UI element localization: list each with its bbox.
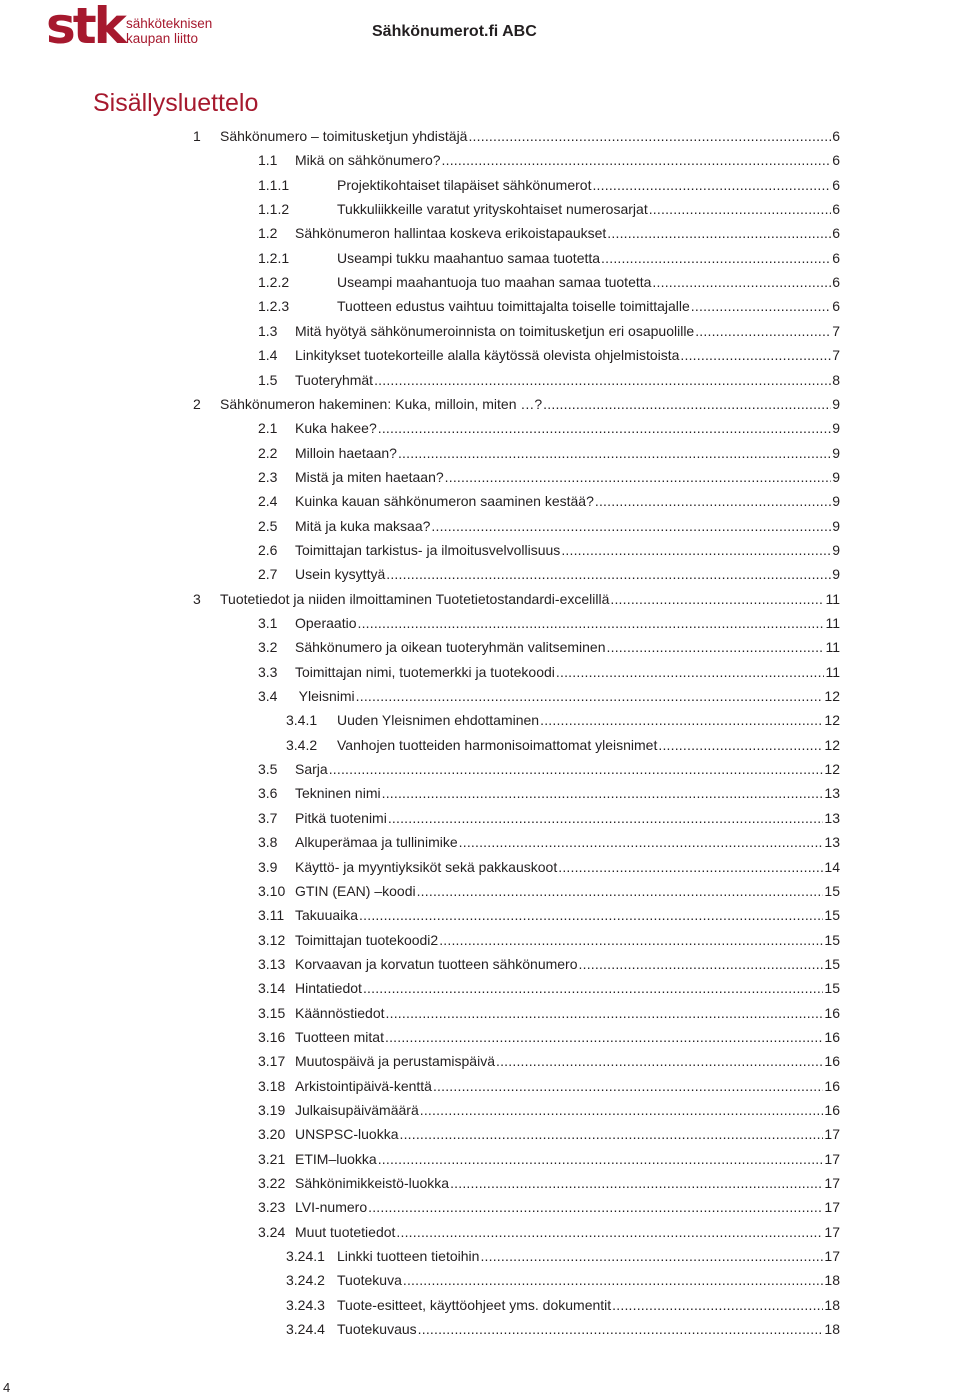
toc-entry-number: 1.2.1 xyxy=(258,249,290,266)
toc-entry-page: 12 xyxy=(824,761,840,778)
toc-entry[interactable] xyxy=(258,370,840,390)
toc-entry[interactable] xyxy=(258,930,840,950)
toc-entry-page: 17 xyxy=(824,1223,840,1240)
toc-entry-number: 3.24 xyxy=(258,1223,286,1240)
toc-entry-title: Useampi maahantuoja tuo maahan samaa tuotetta xyxy=(337,274,652,291)
toc-entry[interactable] xyxy=(286,1246,840,1266)
toc-entry-page: 15 xyxy=(824,907,840,924)
toc-entry-title: Kuinka kauan sähkönumeron saaminen kestää? xyxy=(295,493,594,510)
dot-leader xyxy=(420,1100,824,1120)
dot-leader xyxy=(601,248,831,268)
toc-entry-title: Sähkönimikkeistö-luokka xyxy=(295,1175,450,1192)
toc-entry[interactable] xyxy=(286,735,840,755)
toc-entry-page: 16 xyxy=(824,1053,840,1070)
toc-entry-page: 15 xyxy=(824,882,840,899)
toc-entry-title: Muutospäivä ja perustamispäivä xyxy=(295,1053,495,1070)
toc-entry[interactable] xyxy=(286,1270,840,1290)
dot-leader xyxy=(399,1124,823,1144)
toc-entry[interactable] xyxy=(258,150,840,170)
toc-entry-number: 1.2.3 xyxy=(258,298,290,315)
toc-entry-title: Tekninen nimi xyxy=(295,785,381,802)
toc-entry[interactable] xyxy=(258,296,840,316)
dot-leader xyxy=(658,735,823,755)
dot-leader xyxy=(680,345,831,365)
toc-entry-number: 3.16 xyxy=(258,1028,286,1045)
toc-entry-title: UNSPSC-luokka xyxy=(295,1126,399,1143)
dot-leader xyxy=(607,637,825,657)
toc-entry-title: Tuotteen edustus vaihtuu toimittajalta toiselle toimittajalle xyxy=(337,298,690,315)
toc-entry-number: 3.13 xyxy=(258,955,286,972)
toc-entry-number: 1.1 xyxy=(258,152,278,169)
dot-leader xyxy=(386,1003,824,1023)
dot-leader xyxy=(442,150,832,170)
toc-entry-number: 3.21 xyxy=(258,1150,286,1167)
toc-entry-page: 6 xyxy=(832,176,840,193)
toc-entry-title: Uuden Yleisnimen ehdottaminen xyxy=(337,712,540,729)
toc-entry-title: Julkaisupäivämäärä xyxy=(295,1102,419,1118)
toc-entry-number: 3.4.2 xyxy=(286,736,318,753)
dot-leader xyxy=(595,491,831,511)
toc-entry-number: 1.5 xyxy=(258,371,278,388)
toc-entry[interactable] xyxy=(258,1222,840,1242)
dot-leader xyxy=(439,930,823,950)
toc-entry-title: Linkki tuotteen tietoihin xyxy=(337,1248,480,1265)
toc-entry-title: Milloin haetaan? xyxy=(295,444,397,461)
toc-entry-page: 18 xyxy=(824,1272,840,1289)
document-title: Sähkönumerot.fi ABC xyxy=(372,23,537,40)
dot-leader xyxy=(561,540,831,560)
toc-entry[interactable] xyxy=(258,248,840,268)
toc-entry-page: 7 xyxy=(832,322,840,339)
toc-entry-number: 3.12 xyxy=(258,931,286,948)
toc-entry-number: 1.2 xyxy=(258,225,278,242)
toc-entry[interactable] xyxy=(258,564,840,584)
toc-entry-title: Sähkönumero ja oikean tuoteryhmän valitseminen xyxy=(295,639,606,656)
toc-entry[interactable] xyxy=(286,710,840,730)
dot-leader xyxy=(459,832,824,852)
page-title: Sisällysluettelo xyxy=(93,89,259,117)
logo-line-2: kaupan liitto xyxy=(126,31,199,46)
dot-leader xyxy=(396,1222,823,1242)
toc-entry[interactable] xyxy=(258,1197,840,1217)
toc-entry-title: Tuote-esitteet, käyttöohjeet yms. dokumentit xyxy=(337,1296,612,1313)
dot-leader xyxy=(403,1270,824,1290)
toc-entry-title: Käyttö- ja myyntiyksiköt sekä pakkauskoot xyxy=(295,858,558,875)
toc-entry-page: 11 xyxy=(825,663,840,680)
toc-entry[interactable] xyxy=(258,637,840,657)
toc-entry-title: Sähkönumeron hakeminen: Kuka, milloin, miten …? xyxy=(220,395,543,412)
toc-entry[interactable] xyxy=(258,832,840,852)
toc-entry[interactable] xyxy=(258,1149,840,1169)
dot-leader xyxy=(579,954,824,974)
toc-entry-title: Sarja xyxy=(295,761,328,778)
logo-mark: stk xyxy=(46,0,124,55)
toc-entry[interactable] xyxy=(258,808,840,828)
dot-leader xyxy=(652,272,831,292)
toc-entry-page: 15 xyxy=(824,955,840,972)
toc-entry-number: 3.11 xyxy=(258,907,285,924)
dot-leader xyxy=(433,1076,823,1096)
toc-entry-number: 2.1 xyxy=(258,420,278,437)
toc-entry[interactable] xyxy=(258,467,840,487)
toc-entry-number: 3.5 xyxy=(258,761,278,778)
logo-line-1: sähköteknisen xyxy=(126,16,213,31)
toc-entry-title: Alkuperämaa ja tullinimike xyxy=(295,834,458,851)
dot-leader xyxy=(445,467,832,487)
toc-entry-number: 3.4 xyxy=(258,688,278,705)
toc-entry-number: 3.9 xyxy=(258,858,278,875)
toc-entry-number: 1.4 xyxy=(258,347,278,364)
toc-entry-title: Käännöstiedot xyxy=(295,1004,385,1021)
toc-entry-number: 3.23 xyxy=(258,1199,286,1216)
toc-entry-page: 13 xyxy=(824,809,840,826)
toc-entry-number: 3.8 xyxy=(258,834,278,851)
dot-leader xyxy=(468,126,831,146)
toc-entry-page: 9 xyxy=(832,541,840,558)
toc-entry[interactable] xyxy=(258,686,840,706)
toc-entry-page: 13 xyxy=(824,834,840,851)
toc-entry-title: Takuuaika xyxy=(295,907,359,924)
toc-entry[interactable] xyxy=(258,175,840,195)
dot-leader xyxy=(612,1295,823,1315)
toc-entry-title: Projektikohtaiset tilapäiset sähkönumerot xyxy=(337,176,592,193)
toc-entry[interactable] xyxy=(258,1173,840,1193)
dot-leader xyxy=(417,881,824,901)
toc-entry-number: 1.1.2 xyxy=(258,201,290,218)
toc-entry-number: 3.10 xyxy=(258,882,286,899)
toc-entry-title: Mistä ja miten haetaan? xyxy=(295,468,444,485)
toc-entry-number: 2.7 xyxy=(258,566,278,583)
toc-entry-title: GTIN (EAN) –koodi xyxy=(295,882,416,899)
toc-entry-page: 17 xyxy=(824,1175,840,1192)
dot-leader xyxy=(496,1051,823,1071)
toc-entry[interactable] xyxy=(258,881,840,901)
toc-entry-page: 18 xyxy=(824,1296,840,1313)
dot-leader xyxy=(388,808,824,828)
toc-entry-page: 14 xyxy=(824,858,840,875)
toc-entry[interactable] xyxy=(286,1319,840,1339)
toc-entry-title: Tuotetiedot ja niiden ilmoittaminen Tuotetietostandardi-excelillä xyxy=(220,590,610,607)
toc-entry[interactable] xyxy=(258,540,840,560)
toc-entry-page: 17 xyxy=(824,1199,840,1216)
toc-entry-number: 3.2 xyxy=(258,639,278,656)
toc-entry[interactable] xyxy=(258,857,840,877)
toc-entry-title: Pitkä tuotenimi xyxy=(295,809,387,826)
toc-entry-number: 3.19 xyxy=(258,1102,286,1118)
toc-entry[interactable] xyxy=(258,662,840,682)
logo-text xyxy=(126,16,212,46)
toc-entry[interactable] xyxy=(258,272,840,292)
toc-entry-title: Sähkönumero – toimitusketjun yhdistäjä xyxy=(220,128,468,144)
toc-entry[interactable] xyxy=(193,589,840,609)
toc-entry-title: Arkistointipäivä-kenttä xyxy=(295,1077,432,1094)
toc-entry-title: Muut tuotetiedot xyxy=(295,1223,396,1240)
dot-leader xyxy=(385,1027,823,1047)
dot-leader xyxy=(610,589,824,609)
dot-leader xyxy=(418,1319,824,1339)
toc-entry-number: 3.7 xyxy=(258,809,278,826)
toc-entry-number: 3.24.1 xyxy=(286,1248,325,1265)
dot-leader xyxy=(543,394,831,414)
toc-entry-number: 1.1.1 xyxy=(258,176,290,193)
dot-leader xyxy=(363,978,823,998)
toc-entry-title: Hintatiedot xyxy=(295,980,362,997)
toc-entry[interactable] xyxy=(193,394,840,414)
toc-entry-title: Operaatio xyxy=(295,615,357,631)
toc-entry[interactable] xyxy=(258,345,840,365)
toc-entry-page: 15 xyxy=(824,931,840,948)
toc-entry-title: ETIM–luokka xyxy=(295,1150,377,1167)
dot-leader xyxy=(357,613,824,633)
toc-entry-page: 9 xyxy=(832,517,840,534)
toc-entry-number: 3.20 xyxy=(258,1126,286,1143)
dot-leader xyxy=(398,443,831,463)
toc-entry-title: Linkitykset tuotekorteille alalla käytössä olevista ohjelmistoista xyxy=(295,347,680,364)
toc-entry-title: Sähkönumeron hallintaa koskeva erikoistapaukset xyxy=(295,225,607,242)
page-number: 4 xyxy=(3,1380,11,1395)
toc-entry-page: 9 xyxy=(832,566,840,583)
toc-entry-title: Yleisnimi xyxy=(295,688,355,705)
toc-entry-page: 17 xyxy=(824,1248,840,1265)
toc-entry-number: 2.5 xyxy=(258,517,278,534)
dot-leader xyxy=(607,223,831,243)
toc-entry-number: 3.14 xyxy=(258,980,286,997)
toc-entry[interactable] xyxy=(258,1076,840,1096)
toc-entry-page: 16 xyxy=(824,1004,840,1021)
dot-leader xyxy=(431,516,831,536)
toc-entry-page: 6 xyxy=(832,225,840,242)
dot-leader xyxy=(386,564,831,584)
toc-entry[interactable] xyxy=(286,1295,840,1315)
toc-entry[interactable] xyxy=(258,491,840,511)
dot-leader xyxy=(382,783,824,803)
toc-entry-number: 3.17 xyxy=(258,1053,286,1070)
dot-leader xyxy=(378,418,831,438)
toc-entry-number: 3.24.4 xyxy=(286,1321,325,1338)
toc-entry-page: 17 xyxy=(824,1150,840,1167)
toc-entry-page: 9 xyxy=(832,444,840,461)
toc-entry-page: 18 xyxy=(824,1321,840,1338)
toc-entry-number: 1.3 xyxy=(258,322,278,339)
toc-entry-title: Mikä on sähkönumero? xyxy=(295,152,441,169)
toc-entry-page: 9 xyxy=(832,468,840,485)
toc-entry[interactable] xyxy=(258,954,840,974)
toc-entry-page: 6 xyxy=(832,298,840,315)
toc-entry[interactable] xyxy=(258,418,840,438)
toc-entry[interactable] xyxy=(258,199,840,219)
toc-entry-page: 12 xyxy=(824,712,840,729)
toc-entry-title: Toimittajan tuotekoodi2 xyxy=(295,931,439,948)
toc-entry[interactable] xyxy=(258,613,840,633)
toc-entry[interactable] xyxy=(258,443,840,463)
toc-entry-title: Mitä hyötyä sähkönumeroinnista on toimitusketjun eri osapuolille xyxy=(295,322,695,339)
toc-entry-number: 3.24.3 xyxy=(286,1296,325,1313)
toc-entry-number: 3.3 xyxy=(258,663,278,680)
dot-leader xyxy=(378,1149,824,1169)
toc-entry-page: 11 xyxy=(825,615,840,631)
dot-leader xyxy=(374,370,831,390)
toc-entry-title: Usein kysyttyä xyxy=(295,566,386,583)
toc-entry-page: 11 xyxy=(825,590,840,607)
toc-entry-page: 17 xyxy=(824,1126,840,1143)
dot-leader xyxy=(356,686,824,706)
toc-entry-page: 12 xyxy=(824,688,840,705)
toc-entry[interactable] xyxy=(258,978,840,998)
toc-entry-number: 3.15 xyxy=(258,1004,286,1021)
toc-entry-page: 7 xyxy=(832,347,840,364)
toc-entry-number: 2.2 xyxy=(258,444,278,461)
dot-leader xyxy=(691,296,831,316)
toc-entry-title: Tuotekuvaus xyxy=(337,1321,417,1338)
toc-entry-title: Toimittajan tarkistus- ja ilmoitusvelvollisuus xyxy=(295,541,561,558)
toc-entry-number: 3.22 xyxy=(258,1175,286,1192)
toc-entry[interactable] xyxy=(193,126,840,146)
toc-entry-page: 6 xyxy=(832,249,840,266)
toc-entry-page: 15 xyxy=(824,980,840,997)
toc-entry[interactable] xyxy=(258,1124,840,1144)
toc-entry-number: 2.4 xyxy=(258,493,278,510)
toc-entry-number: 2 xyxy=(193,395,201,412)
dot-leader xyxy=(556,662,825,682)
toc-entry-title: Useampi tukku maahantuo samaa tuotetta xyxy=(337,249,601,266)
toc-entry-title: Tuotteen mitat xyxy=(295,1028,384,1045)
toc-entry-page: 13 xyxy=(824,785,840,802)
dot-leader xyxy=(649,199,831,219)
toc-entry[interactable] xyxy=(258,223,840,243)
dot-leader xyxy=(329,759,824,779)
toc-entry-title: Kuka hakee? xyxy=(295,420,377,437)
toc-entry-title: Toimittajan nimi, tuotemerkki ja tuotekoodi xyxy=(295,663,555,680)
toc-entry-number: 1 xyxy=(193,128,201,144)
toc-entry-page: 6 xyxy=(832,274,840,291)
toc-entry-number: 2.3 xyxy=(258,468,278,485)
toc-entry-title: Tuotekuva xyxy=(337,1272,402,1289)
toc-entry-page: 16 xyxy=(824,1102,840,1118)
stk-logo xyxy=(46,0,213,55)
toc-entry-title: Korvaavan ja korvatun tuotteen sähkönumero xyxy=(295,955,578,972)
toc-entry[interactable] xyxy=(258,1027,840,1047)
toc-entry-title: Tukkuliikkeille varatut yrityskohtaiset numerosarjat xyxy=(337,201,648,218)
toc-entry-number: 3.6 xyxy=(258,785,278,802)
page-header xyxy=(0,0,960,60)
dot-leader xyxy=(359,905,823,925)
toc-entry[interactable] xyxy=(258,759,840,779)
toc-entry[interactable] xyxy=(258,1100,840,1120)
toc-entry-number: 1.2.2 xyxy=(258,274,290,291)
toc-entry-title: Mitä ja kuka maksaa? xyxy=(295,517,431,534)
toc-entry-number: 3.1 xyxy=(258,615,278,631)
toc-entry-page: 6 xyxy=(832,201,840,218)
toc-entry-title: LVI-numero xyxy=(295,1199,368,1216)
dot-leader xyxy=(540,710,823,730)
toc-entry[interactable] xyxy=(258,1051,840,1071)
toc-entry-page: 9 xyxy=(832,420,840,437)
dot-leader xyxy=(480,1246,823,1266)
toc-entry-page: 12 xyxy=(824,736,840,753)
dot-leader xyxy=(558,857,823,877)
toc-entry[interactable] xyxy=(258,905,840,925)
toc-entry-page: 16 xyxy=(824,1028,840,1045)
toc-entry[interactable] xyxy=(258,1003,840,1023)
toc-entry-page: 16 xyxy=(824,1077,840,1094)
toc-entry-page: 6 xyxy=(832,152,840,169)
toc-entry[interactable] xyxy=(258,516,840,536)
toc-entry-number: 3.18 xyxy=(258,1077,286,1094)
dot-leader xyxy=(368,1197,823,1217)
toc-entry-number: 3.24.2 xyxy=(286,1272,325,1289)
toc-entry[interactable] xyxy=(258,783,840,803)
toc-entry[interactable] xyxy=(258,321,840,341)
toc-entry-page: 11 xyxy=(825,639,840,656)
toc-entry-number: 3.4.1 xyxy=(286,712,318,729)
toc-entry-title: Tuoteryhmät xyxy=(295,371,374,388)
toc-entry-page: 9 xyxy=(832,395,840,412)
toc-entry-page: 9 xyxy=(832,493,840,510)
toc-entry-title: Vanhojen tuotteiden harmonisoimattomat yleisnimet xyxy=(337,736,658,753)
toc-entry-number: 2.6 xyxy=(258,541,278,558)
toc-entry-number: 3 xyxy=(193,590,201,607)
dot-leader xyxy=(695,321,831,341)
dot-leader xyxy=(592,175,831,195)
dot-leader xyxy=(450,1173,823,1193)
toc-entry-page: 6 xyxy=(832,128,840,144)
toc-entry-page: 8 xyxy=(832,371,840,388)
